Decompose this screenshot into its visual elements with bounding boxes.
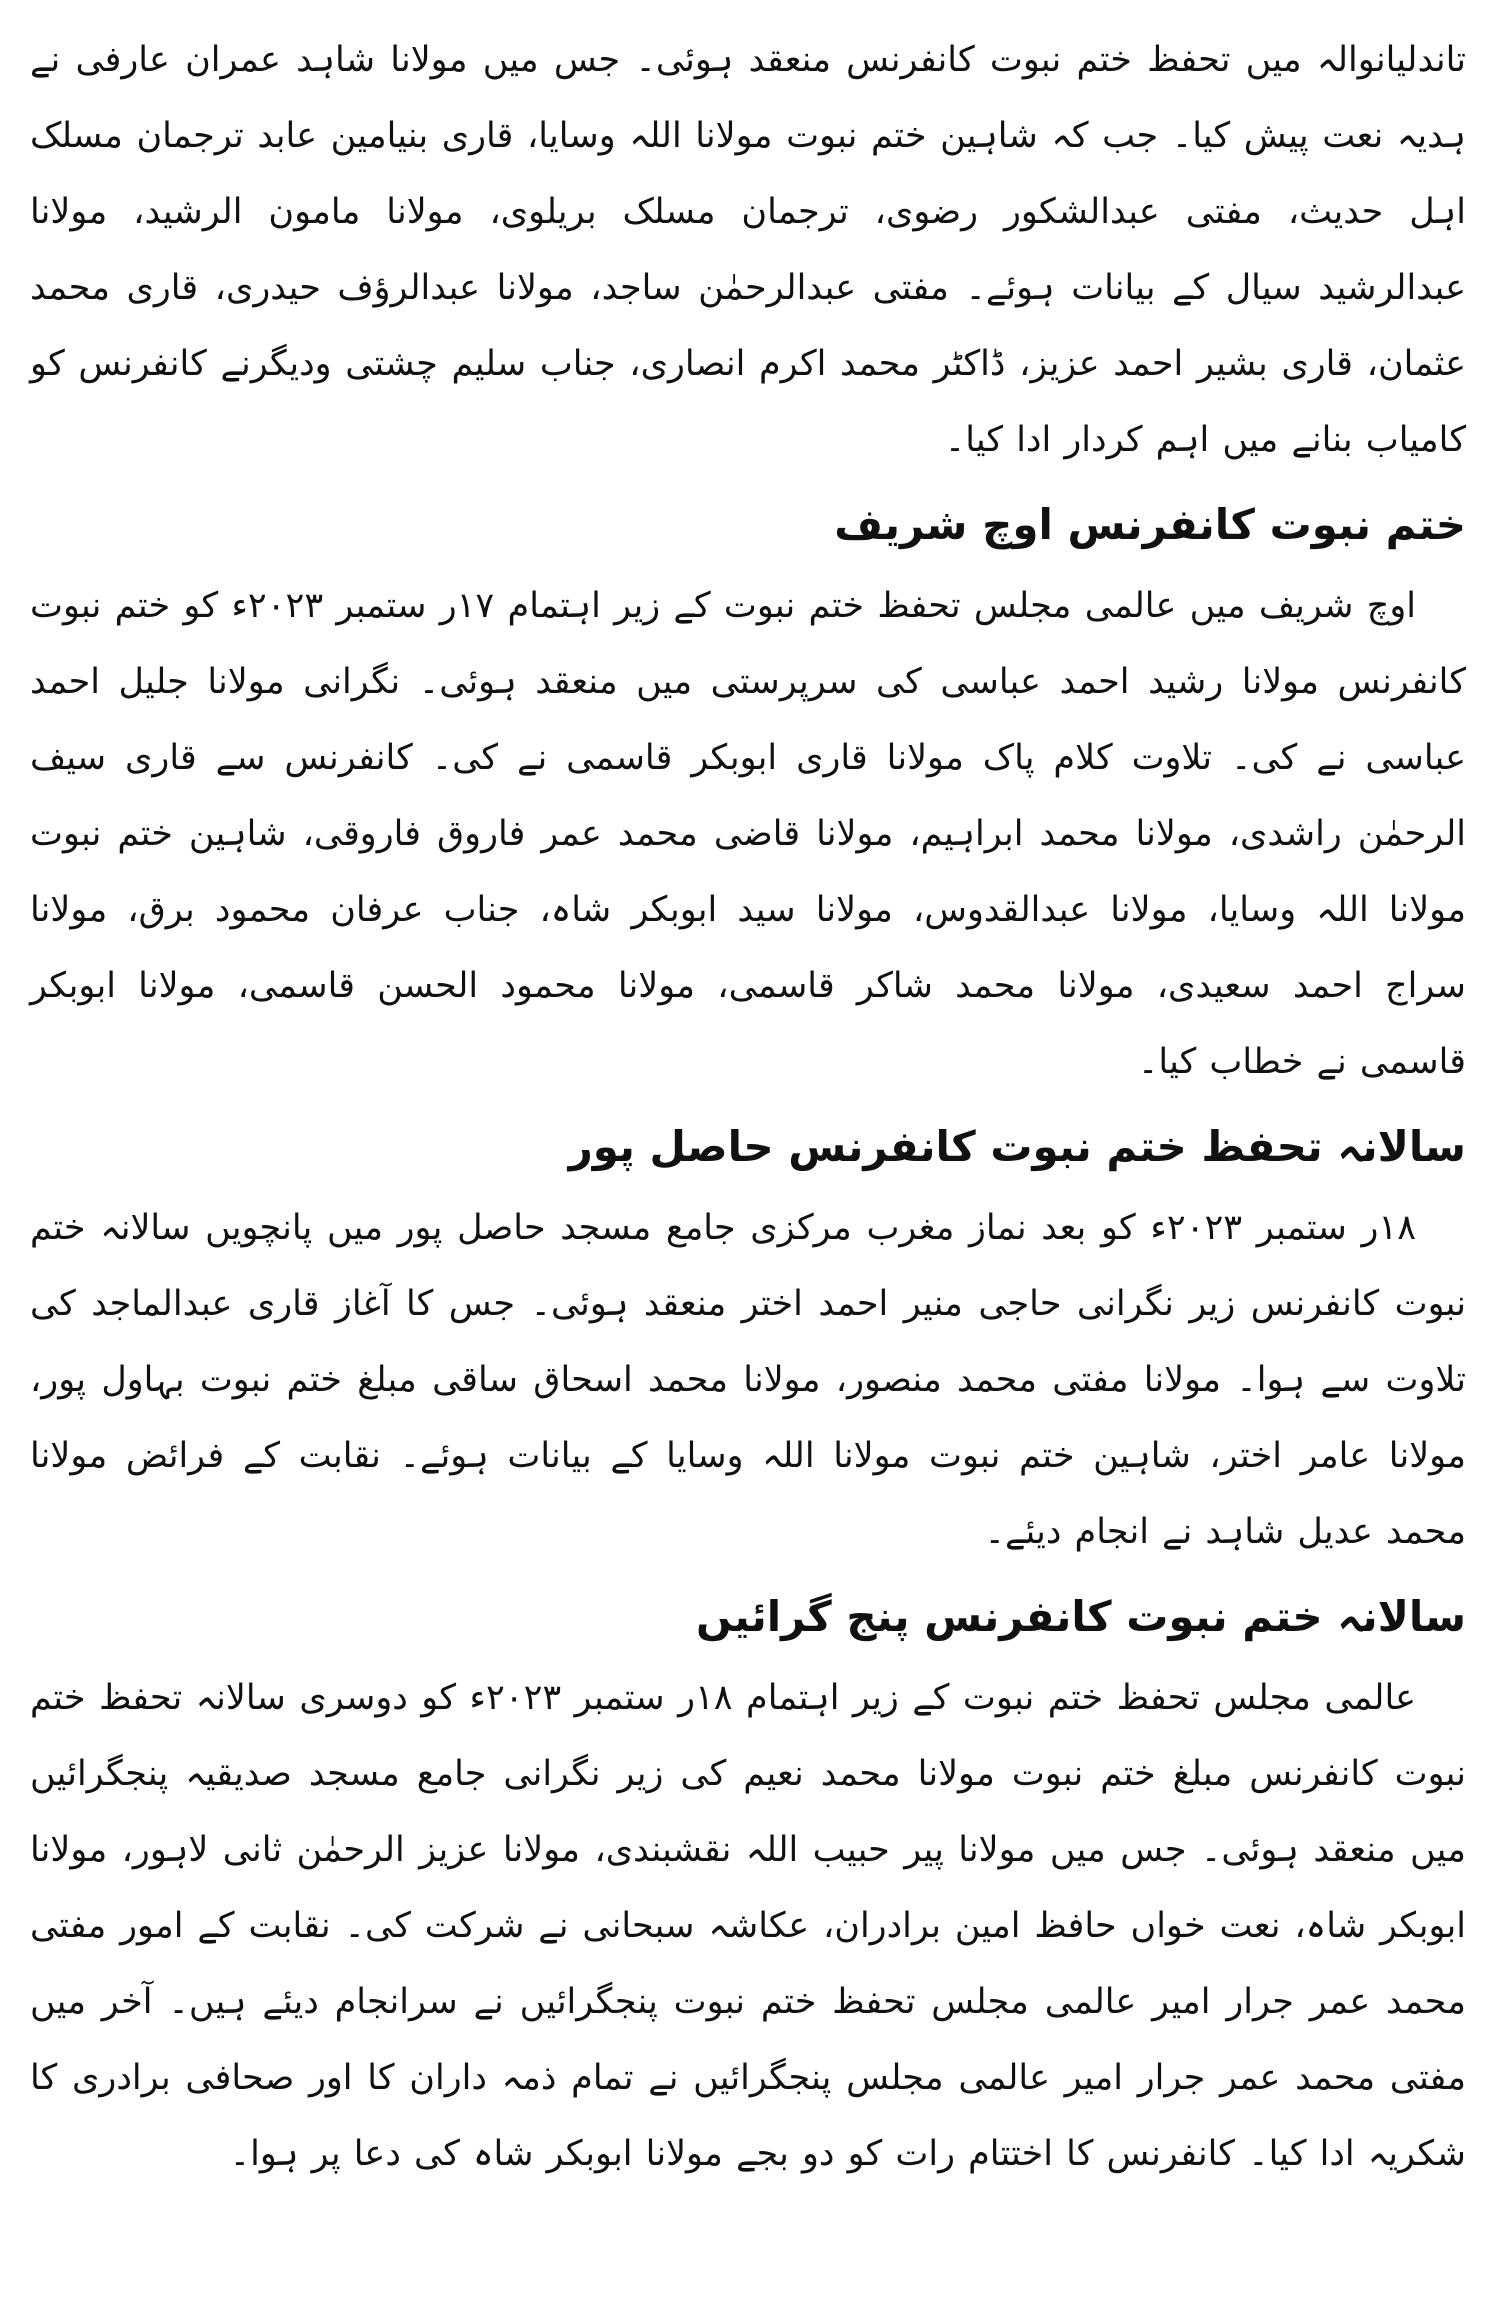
paragraph-hasilpur: ۱۸ر ستمبر ۲۰۲۳ء کو بعد نماز مغرب مرکزی جامع مسجد حاصل پور میں پانچویں سالانہ ختم نبوت کانفرنس زیر نگرانی حاجی منیر احمد اختر منعقد ہوئی۔ جس کا آغاز قاری عبدالماجد کی تلاوت سے ہوا۔ مولانا مفتی محمد منصور، مولانا محمد اسحاق ساقی مبلغ ختم نبوت بہاول پور، مولانا عامر اختر، شاہین ختم نبوت مولانا اللہ وسایا کے بیانات ہوئے۔ نقابت کے فرائض مولانا محمد عدیل شاہد نے انجام دیئے۔ — [30, 1208, 1466, 1552]
paragraph-panjgrain: عالمی مجلس تحفظ ختم نبوت کے زیر اہتمام ۱۸ر ستمبر ۲۰۲۳ء کو دوسری سالانہ تحفظ ختم نبوت کانفرنس مبلغ ختم نبوت مولانا محمد نعیم کی زیر نگرانی جامع مسجد صدیقیہ پنجگرائیں میں منعقد ہوئی۔ جس میں مولانا پیر حبیب اللہ نقشبندی، مولانا عزیز الرحمٰن ثانی لاہور، مولانا ابوبکر شاہ، نعت خواں حافظ امین برادران، عکاشہ سبحانی نے شرکت کی۔ نقابت کے امور مفتی محمد عمر جرار امیر عالمی مجلس تحفظ ختم نبوت پنجگرائیں نے سرانجام دیئے ہیں۔ آخر میں مفتی محمد عمر جرار امیر عالمی مجلس پنجگرائیں نے تمام ذمہ داران کا اور صحافی برادری کا شکریہ ادا کیا۔ کانفرنس کا اختتام رات کو دو بجے مولانا ابوبکر شاہ کی دعا پر ہوا۔ — [30, 1678, 1466, 2174]
heading-uch-sharif: ختم نبوت کانفرنس اوچ شریف — [834, 500, 1466, 549]
paragraph-tandlianwala: تاندلیانوالہ میں تحفظ ختم نبوت کانفرنس منعقد ہوئی۔ جس میں مولانا شاہد عمران عارفی نے ہدیہ نعت پیش کیا۔ جب کہ شاہین ختم نبوت مولانا اللہ وسایا، قاری بنیامین عابد ترجمان مسلک اہل حدیث، مفتی عبدالشکور رضوی، ترجمان مسلک بریلوی، مولانا مامون الرشید، مولانا عبدالرشید سیال کے بیانات ہوئے۔ مفتی عبدالرحمٰن ساجد، مولانا عبدالرؤف حیدری، قاری محمد عثمان، قاری بشیر احمد عزیز، ڈاکٹر محمد اکرم انصاری، جناب سلیم چشتی ودیگرنے کانفرنس کو کامیاب بنانے میں اہم کردار ادا کیا۔ — [30, 40, 1466, 460]
paragraph-uch-sharif: اوچ شریف میں عالمی مجلس تحفظ ختم نبوت کے زیر اہتمام ۱۷ر ستمبر ۲۰۲۳ء کو ختم نبوت کانفرنس مولانا رشید احمد عباسی کی سرپرستی میں منعقد ہوئی۔ نگرانی مولانا جلیل احمد عباسی نے کی۔ تلاوت کلام پاک مولانا قاری ابوبکر قاسمی نے کی۔ کانفرنس سے قاری سیف الرحمٰن راشدی، مولانا محمد ابراہیم، مولانا قاضی محمد عمر فاروق فاروقی، شاہین ختم نبوت مولانا اللہ وسایا، مولانا عبدالقدوس، مولانا سید ابوبکر شاہ، جناب عرفان محمود برق، مولانا سراج احمد سعیدی، مولانا محمد شاکر قاسمی، مولانا محمود الحسن قاسمی، مولانا ابوبکر قاسمی نے خطاب کیا۔ — [30, 586, 1466, 1082]
heading-panjgrain: سالانہ ختم نبوت کانفرنس پنج گرائیں — [696, 1592, 1466, 1641]
heading-hasilpur: سالانہ تحفظ ختم نبوت کانفرنس حاصل پور — [568, 1122, 1466, 1171]
